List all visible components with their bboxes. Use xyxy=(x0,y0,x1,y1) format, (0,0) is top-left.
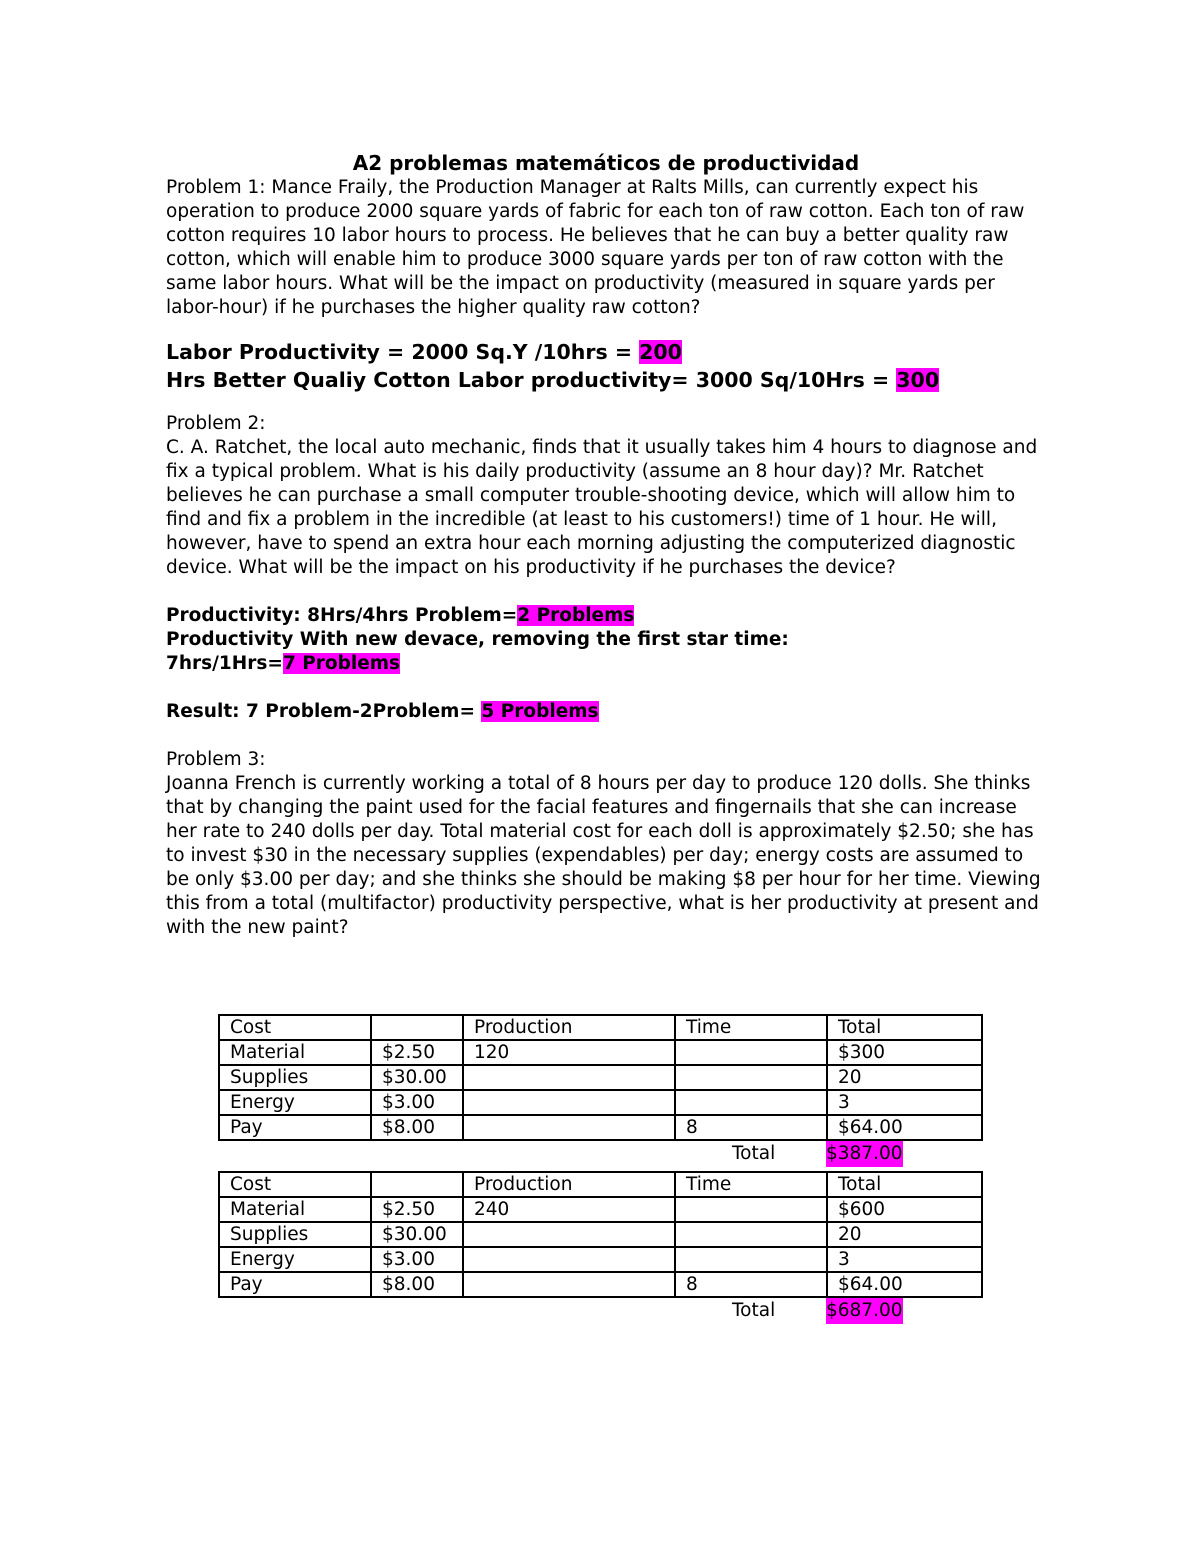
table-cell: $2.50 xyxy=(371,1040,463,1065)
table-cell: $30.00 xyxy=(371,1222,463,1247)
table-cell xyxy=(675,1090,827,1115)
table-header-cell: Production xyxy=(463,1172,675,1197)
table1-total-row xyxy=(218,1141,982,1167)
table-cell: 3 xyxy=(827,1247,982,1272)
table2-total-label: Total xyxy=(732,1300,776,1321)
table-cell: $300 xyxy=(827,1040,982,1065)
cost-table-current xyxy=(218,1014,982,1167)
table-cell xyxy=(675,1040,827,1065)
table-cell xyxy=(675,1065,827,1090)
table-cell xyxy=(675,1247,827,1272)
table-cell: Pay xyxy=(219,1115,371,1140)
table-cell: Material xyxy=(219,1040,371,1065)
table2-total-row xyxy=(218,1298,982,1324)
problem3-text: Joanna French is currently working a total of 8 hours per day to produce 120 dolls. She thinks that by changing the paint used for the facial features and fingernails that she can increase her rate to 240 dolls per day. Total material cost for each doll is approximately $2.50; she has to invest $30 in the necessary supplies (expendables) per day; energy costs are assumed to be only $3.00 per day; and she thinks she should be making $8 per hour for her time. Viewing this from a total (multifactor) productivity perspective, what is her productivity at present and with the new paint? xyxy=(166,773,1041,938)
table-cell: 120 xyxy=(463,1040,675,1065)
table-header-cell: Total xyxy=(827,1172,982,1197)
table-cell: Energy xyxy=(219,1247,371,1272)
line1-label: Productivity: 8Hrs/4hrs Problem= xyxy=(166,605,518,626)
table-header-cell: Time xyxy=(675,1172,827,1197)
problem1-text: Problem 1: Mance Fraily, the Production Manager at Ralts Mills, can currently expect his operation to produce 2000 square yards of fabric for each ton of raw cotton. Each ton of raw cotton requires 10 labor hours to process. He believes that he can buy a better quality raw cotton, which will enable him to produce 3000 square yards per ton of raw cotton with the same labor hours. What will be the impact on productivity (measured in square yards per labor-hour) if he purchases the higher quality raw cotton? xyxy=(166,177,1025,318)
table-cell: $3.00 xyxy=(371,1090,463,1115)
table-row xyxy=(219,1065,982,1090)
table-cell: Supplies xyxy=(219,1222,371,1247)
result-label: Result: 7 Problem-2Problem= xyxy=(166,701,482,722)
line1-highlight: 2 Problems xyxy=(517,605,635,626)
problem2-result xyxy=(166,700,1046,724)
table-header-row xyxy=(219,1172,982,1197)
cost-table-new-paint xyxy=(218,1171,982,1324)
table-header-row xyxy=(219,1015,982,1040)
table-cell: 3 xyxy=(827,1090,982,1115)
table2-body xyxy=(219,1172,982,1297)
problem3-heading: Problem 3: xyxy=(166,749,266,770)
document-page xyxy=(166,150,1046,940)
table-cell: $8.00 xyxy=(371,1115,463,1140)
problem1-answer1 xyxy=(166,338,1046,366)
table-cell: $64.00 xyxy=(827,1115,982,1140)
document-title: A2 problemas matemáticos de productividad xyxy=(352,151,860,175)
table-cell: $64.00 xyxy=(827,1272,982,1297)
table-header-cell xyxy=(371,1015,463,1040)
table-cell: Energy xyxy=(219,1090,371,1115)
table-cell xyxy=(463,1247,675,1272)
answer2-label: Hrs Better Qualiy Cotton Labor productivity= 3000 Sq/10Hrs = xyxy=(166,368,897,392)
problem2-heading: Problem 2: xyxy=(166,413,266,434)
table-cell xyxy=(463,1272,675,1297)
problem2-text: C. A. Ratchet, the local auto mechanic, finds that it usually takes him 4 hours to diagnose and fix a typical problem. What is his daily productivity (assume an 8 hour day)? Mr. Ratchet believes he can purchase a small computer trouble-shooting device, which will allow him to find and fix a problem in the incredible (at least to his customers!) time of 1 hour. He will, however, have to spend an extra hour each morning adjusting the computerized diagnostic device. What will be the impact on his productivity if he purchases the device? xyxy=(166,437,1038,578)
problem2-line3 xyxy=(166,652,1046,676)
table-cell: $3.00 xyxy=(371,1247,463,1272)
table-header-cell: Time xyxy=(675,1015,827,1040)
table1-total-value: $387.00 xyxy=(826,1141,903,1167)
table-row xyxy=(219,1197,982,1222)
table1-body xyxy=(219,1015,982,1140)
table-header-cell: Total xyxy=(827,1015,982,1040)
line3-label: 7hrs/1Hrs= xyxy=(166,653,283,674)
table-row xyxy=(219,1272,982,1297)
answer2-highlight: 300 xyxy=(896,368,940,392)
table-cell xyxy=(463,1222,675,1247)
table-row xyxy=(219,1090,982,1115)
table-header-cell: Cost xyxy=(219,1172,371,1197)
table-cell xyxy=(675,1197,827,1222)
table-cell: Pay xyxy=(219,1272,371,1297)
table-header-cell xyxy=(371,1172,463,1197)
table-header-cell: Cost xyxy=(219,1015,371,1040)
table-cell: $8.00 xyxy=(371,1272,463,1297)
table-cell: 240 xyxy=(463,1197,675,1222)
table-row xyxy=(219,1040,982,1065)
table-row xyxy=(219,1222,982,1247)
table-row xyxy=(219,1247,982,1272)
table-cell xyxy=(463,1090,675,1115)
result-highlight: 5 Problems xyxy=(481,701,599,722)
problem1-answer2 xyxy=(166,366,1046,394)
table-cell: Supplies xyxy=(219,1065,371,1090)
table-cell: $30.00 xyxy=(371,1065,463,1090)
table-cell: 8 xyxy=(675,1272,827,1297)
table-cell: 20 xyxy=(827,1222,982,1247)
table-cell: $2.50 xyxy=(371,1197,463,1222)
problem2-line2: Productivity With new devace, removing the first star time: xyxy=(166,629,789,650)
table1-total-label: Total xyxy=(732,1143,776,1164)
answer1-highlight: 200 xyxy=(639,340,682,364)
answer1-label: Labor Productivity = 2000 Sq.Y /10hrs = xyxy=(166,340,640,364)
table-cell xyxy=(463,1115,675,1140)
table2-total-value: $687.00 xyxy=(826,1298,903,1324)
table-row xyxy=(219,1115,982,1140)
table-header-cell: Production xyxy=(463,1015,675,1040)
table-cell: 20 xyxy=(827,1065,982,1090)
table-cell: $600 xyxy=(827,1197,982,1222)
table-cell: 8 xyxy=(675,1115,827,1140)
problem2-line1 xyxy=(166,604,1046,628)
line3-highlight: 7 Problems xyxy=(282,653,401,674)
table-cell xyxy=(463,1065,675,1090)
table-cell: Material xyxy=(219,1197,371,1222)
table-cell xyxy=(675,1222,827,1247)
